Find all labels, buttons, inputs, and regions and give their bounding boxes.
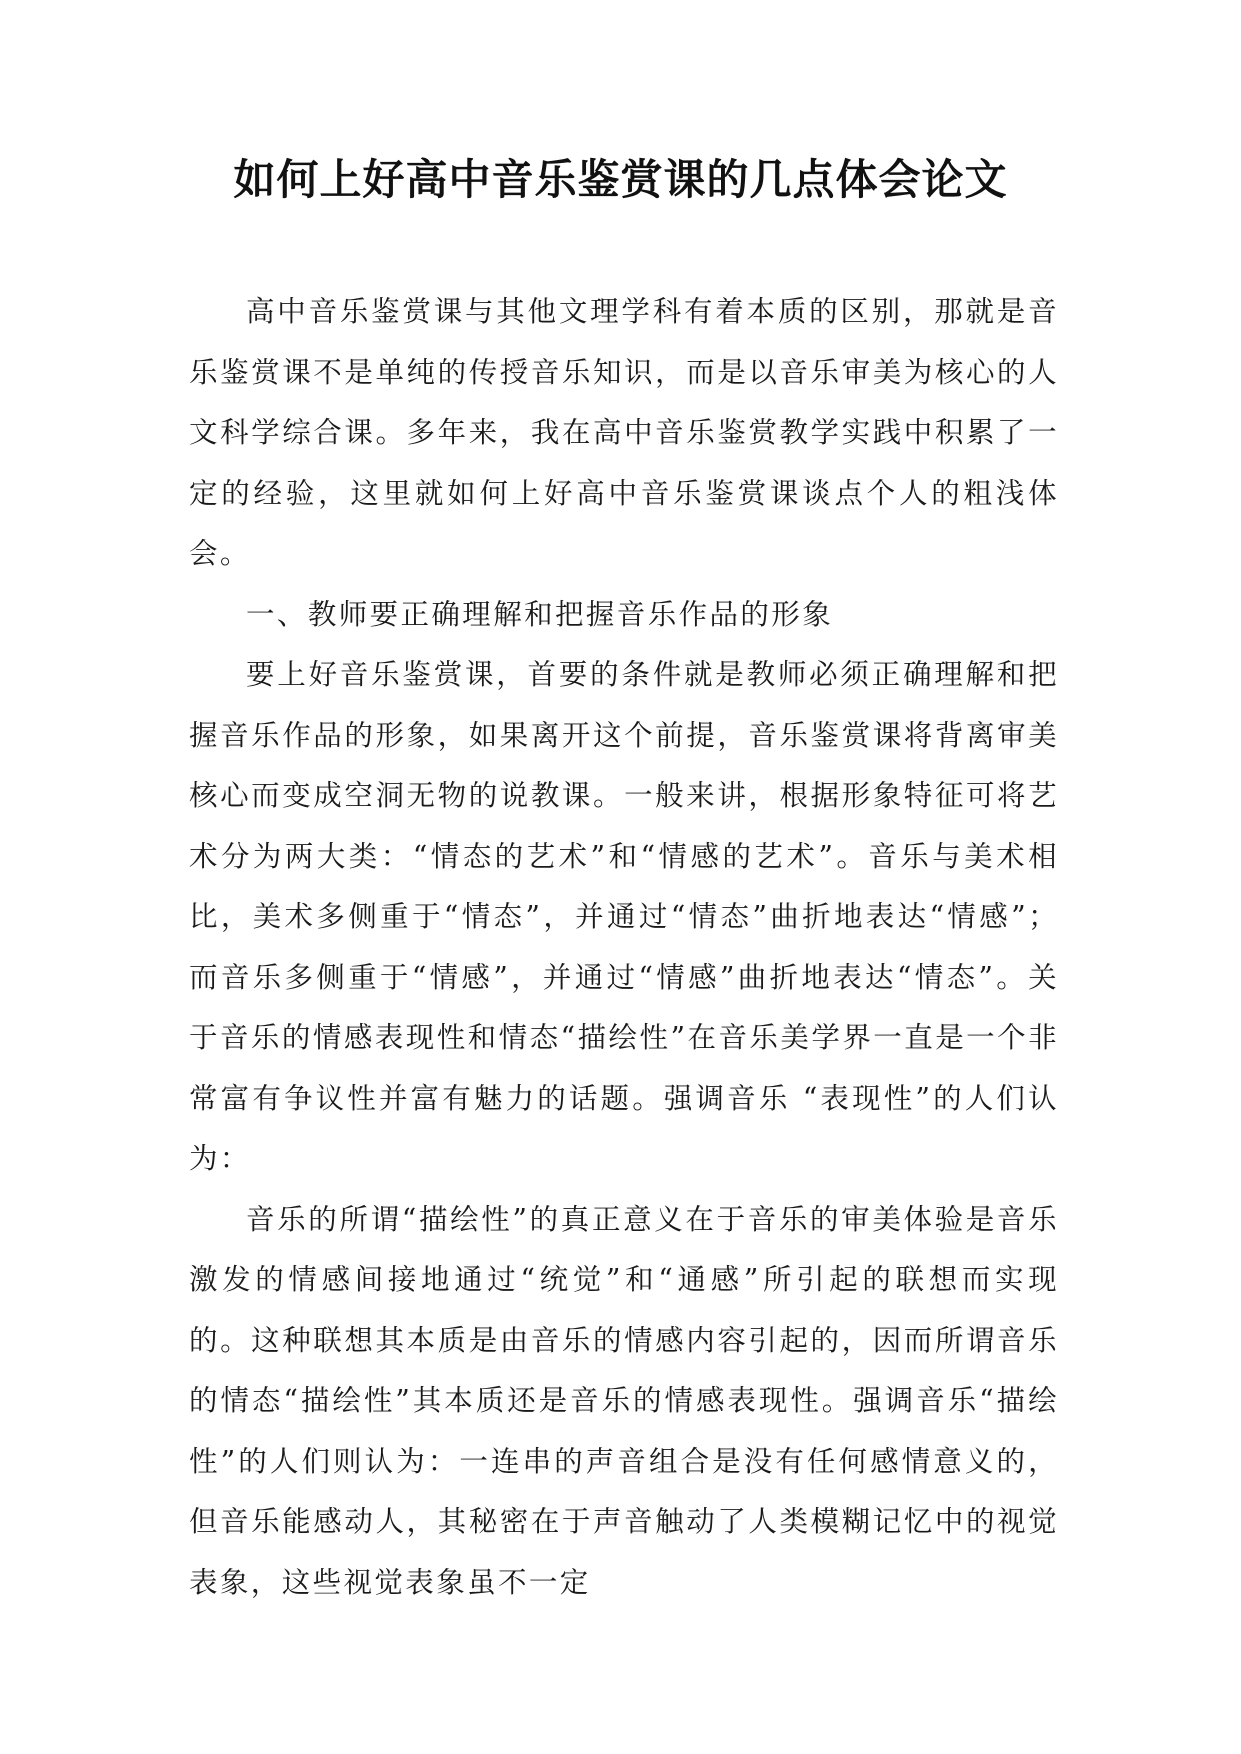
section-heading-1: 一、教师要正确理解和把握音乐作品的形象: [246, 597, 834, 631]
paragraph-describing: 音乐的所谓“描绘性”的真正意义在于音乐的审美体验是音乐激发的情感间接地通过“统觉”和“通感”所引起的联想而实现的。这种联想其本质是由音乐的情感内容引起的，因而所谓音乐的情态“描绘性”其本质还是音乐的情感表现性。强调音乐“描绘性”的人们则认为：一连串的声音组合是没有任何感情意义的，但音乐能感动人，其秘密在于声音触动了人类模糊记忆中的视觉表象，这些视觉表象虽不一定: [189, 1202, 1059, 1599]
document-body: [189, 282, 1059, 1613]
paragraph-intro: 高中音乐鉴赏课与其他文理学科有着本质的区别，那就是音乐鉴赏课不是单纯的传授音乐知识，而是以音乐审美为核心的人文科学综合课。多年来，我在高中音乐鉴赏教学实践中积累了一定的经验，这里就如何上好高中音乐鉴赏课谈点个人的粗浅体会。: [189, 295, 1059, 570]
paragraph-section-1: 要上好音乐鉴赏课，首要的条件就是教师必须正确理解和把握音乐作品的形象，如果离开这个前提，音乐鉴赏课将背离审美核心而变成空洞无物的说教课。一般来讲，根据形象特征可将艺术分为两大类：“情态的艺术”和“情感的艺术”。音乐与美术相比，美术多侧重于“情态”，并通过“情态”曲折地表达“情感”；而音乐多侧重于“情感”，并通过“情感”曲折地表达“情态”。关于音乐的情感表现性和情态“描绘性”在音乐美学界一直是一个非常富有争议性并富有魅力的话题。强调音乐 “表现性”的人们认为：: [189, 658, 1059, 1175]
document-title: 如何上好高中音乐鉴赏课的几点体会论文: [233, 155, 1008, 204]
